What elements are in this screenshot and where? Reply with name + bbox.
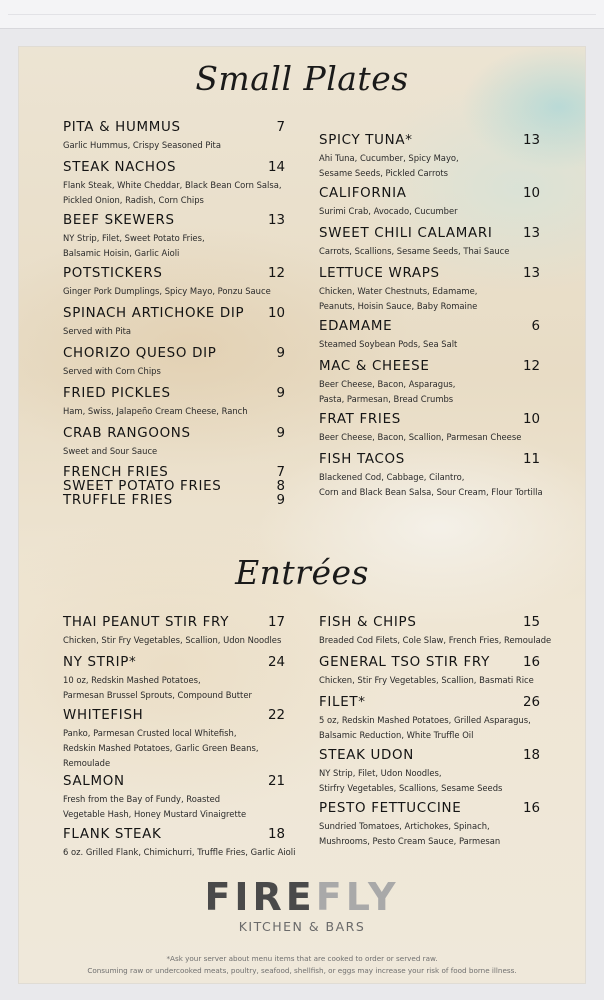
menu-item-description: Blackened Cod, Cabbage, Cilantro, bbox=[319, 472, 465, 482]
menu-item-name: CALIFORNIA bbox=[319, 186, 407, 201]
menu-item-price: 12 bbox=[267, 266, 285, 281]
menu-item-name: CHORIZO QUESO DIP bbox=[63, 346, 217, 361]
menu-item-description: Balsamic Reduction, White Truffle Oil bbox=[319, 730, 474, 740]
menu-item-description: Carrots, Scallions, Sesame Seeds, Thai Sauce bbox=[319, 246, 510, 256]
menu-item-price: 11 bbox=[522, 452, 540, 467]
menu-item-price: 10 bbox=[522, 186, 540, 201]
menu-item-name: FISH TACOS bbox=[319, 452, 405, 467]
menu-item-name: SPINACH ARTICHOKE DIP bbox=[63, 306, 245, 321]
menu-item-description: Sweet and Sour Sauce bbox=[63, 446, 158, 456]
menu-item-price: 15 bbox=[522, 615, 540, 630]
menu-item-price: 10 bbox=[522, 412, 540, 427]
logo-tagline: KITCHEN & BARS bbox=[238, 919, 366, 934]
menu-item-name: NY STRIP* bbox=[63, 655, 137, 670]
menu-item-price: 7 bbox=[276, 120, 285, 135]
menu-item-name: SPICY TUNA* bbox=[319, 133, 413, 148]
menu-item-name: CRAB RANGOONS bbox=[63, 426, 191, 441]
menu-item-description: Ham, Swiss, Jalapeño Cream Cheese, Ranch bbox=[63, 406, 248, 416]
menu-item-description: Pickled Onion, Radish, Corn Chips bbox=[63, 195, 204, 205]
menu-item-name: FILET* bbox=[319, 695, 366, 710]
menu-item-name: FRIED PICKLES bbox=[63, 386, 171, 401]
menu-item-price: 24 bbox=[267, 655, 285, 670]
menu-item-description: Peanuts, Hoisin Sauce, Baby Romaine bbox=[319, 301, 478, 311]
menu-item-description: Sesame Seeds, Pickled Carrots bbox=[319, 168, 448, 178]
menu-item-price: 18 bbox=[267, 827, 285, 842]
menu-item-description: Breaded Cod Filets, Cole Slaw, French Fries, Remoulade bbox=[319, 635, 552, 645]
menu-item-name: MAC & CHEESE bbox=[319, 359, 430, 374]
menu-item-name: FRENCH FRIES bbox=[63, 465, 169, 480]
menu-item-description: Flank Steak, White Cheddar, Black Bean Corn Salsa, bbox=[63, 180, 282, 190]
menu-item-description: Corn and Black Bean Salsa, Sour Cream, Flour Tortilla bbox=[319, 487, 543, 497]
menu-item-price: 17 bbox=[267, 615, 285, 630]
menu-item-description: Beer Cheese, Bacon, Scallion, Parmesan Cheese bbox=[319, 432, 522, 442]
menu-item-name: TRUFFLE FRIES bbox=[63, 493, 173, 508]
menu-item-description: Steamed Soybean Pods, Sea Salt bbox=[319, 339, 458, 349]
menu-item-description: Redskin Mashed Potatoes, Garlic Green Beans, bbox=[63, 743, 259, 753]
menu-item-description: NY Strip, Filet, Udon Noodles, bbox=[319, 768, 442, 778]
menu-item-name: PESTO FETTUCCINE bbox=[319, 801, 462, 816]
menu-item-description: Panko, Parmesan Crusted local Whitefish, bbox=[63, 728, 237, 738]
entrees-title: Entrées bbox=[235, 553, 369, 592]
menu-item-description: Vegetable Hash, Honey Mustard Vinaigrette bbox=[63, 809, 247, 819]
menu-item-name: STEAK NACHOS bbox=[63, 160, 177, 175]
top-bar bbox=[0, 0, 604, 29]
footer-note-2: Consuming raw or undercooked meats, poultry, seafood, shellfish, or eggs may increase your risk of food borne illness. bbox=[87, 966, 517, 975]
menu-item-price: 22 bbox=[267, 708, 285, 723]
menu-item-price: 13 bbox=[522, 226, 540, 241]
logo-fly: FLY bbox=[315, 875, 400, 919]
menu-item-description: Sundried Tomatoes, Artichokes, Spinach, bbox=[319, 821, 490, 831]
menu-item-description: Stirfry Vegetables, Scallions, Sesame Seeds bbox=[319, 783, 503, 793]
menu-item-price: 14 bbox=[267, 160, 285, 175]
menu-item-name: PITA & HUMMUS bbox=[63, 120, 181, 135]
menu-item-name: FISH & CHIPS bbox=[319, 615, 417, 630]
menu-item-name: FLANK STEAK bbox=[63, 827, 162, 842]
menu-item-name: STEAK UDON bbox=[319, 748, 415, 763]
menu-item-description: Served with Corn Chips bbox=[63, 366, 161, 376]
menu-item-price: 7 bbox=[276, 465, 285, 480]
menu-item-price: 9 bbox=[276, 386, 285, 401]
menu-item-name: FRAT FRIES bbox=[319, 412, 401, 427]
logo-fire: FIRE bbox=[204, 875, 316, 919]
menu-item-price: 13 bbox=[267, 213, 285, 228]
small-plates-title: Small Plates bbox=[195, 59, 409, 98]
menu-item-description: Beer Cheese, Bacon, Asparagus, bbox=[319, 379, 456, 389]
menu-item-name: POTSTICKERS bbox=[63, 266, 163, 281]
menu-item-description: Pasta, Parmesan, Bread Crumbs bbox=[319, 394, 454, 404]
firefly-logo bbox=[19, 877, 585, 934]
menu-item-description: Mushrooms, Pesto Cream Sauce, Parmesan bbox=[319, 836, 501, 846]
menu-item-description: Ginger Pork Dumplings, Spicy Mayo, Ponzu Sauce bbox=[63, 286, 271, 296]
menu-item-name: BEEF SKEWERS bbox=[63, 213, 175, 228]
menu-item-price: 8 bbox=[276, 479, 285, 494]
logo-wordmark bbox=[19, 877, 585, 917]
menu-item-name: THAI PEANUT STIR FRY bbox=[63, 615, 230, 630]
menu-item-description: Ahi Tuna, Cucumber, Spicy Mayo, bbox=[319, 153, 459, 163]
menu-item-name: EDAMAME bbox=[319, 319, 393, 334]
menu-item-name: GENERAL TSO STIR FRY bbox=[319, 655, 490, 670]
menu-item-description: Chicken, Water Chestnuts, Edamame, bbox=[319, 286, 478, 296]
menu-item-price: 6 bbox=[531, 319, 540, 334]
menu-item-price: 21 bbox=[267, 774, 285, 789]
menu-item-price: 9 bbox=[276, 493, 285, 508]
menu-item-description: NY Strip, Filet, Sweet Potato Fries, bbox=[63, 233, 205, 243]
menu-item-name: SWEET POTATO FRIES bbox=[63, 479, 222, 494]
menu-item-name: WHITEFISH bbox=[63, 708, 144, 723]
menu-item-description: Garlic Hummus, Crispy Seasoned Pita bbox=[63, 140, 221, 150]
menu-item-description: 5 oz, Redskin Mashed Potatoes, Grilled Asparagus, bbox=[319, 715, 531, 725]
menu-page bbox=[19, 47, 585, 983]
menu-item-price: 13 bbox=[522, 266, 540, 281]
menu-item-price: 10 bbox=[267, 306, 285, 321]
menu-item-description: Chicken, Stir Fry Vegetables, Scallion, Udon Noodles bbox=[63, 635, 282, 645]
menu-item-price: 12 bbox=[522, 359, 540, 374]
menu-item-description: 10 oz, Redskin Mashed Potatoes, bbox=[63, 675, 201, 685]
top-divider bbox=[8, 14, 596, 15]
menu-item-price: 13 bbox=[522, 133, 540, 148]
menu-item-description: Surimi Crab, Avocado, Cucumber bbox=[319, 206, 458, 216]
menu-item-description: Remoulade bbox=[63, 758, 111, 768]
menu-item-description: Fresh from the Bay of Fundy, Roasted bbox=[63, 794, 221, 804]
menu-item-name: SWEET CHILI CALAMARI bbox=[319, 226, 493, 241]
menu-item-description: 6 oz. Grilled Flank, Chimichurri, Truffle Fries, Garlic Aioli bbox=[63, 847, 296, 857]
menu-item-description: Chicken, Stir Fry Vegetables, Scallion, Basmati Rice bbox=[319, 675, 534, 685]
menu-item-description: Served with Pita bbox=[63, 326, 132, 336]
menu-item-price: 16 bbox=[522, 801, 540, 816]
footer-note-1: *Ask your server about menu items that are cooked to order or served raw. bbox=[166, 954, 438, 963]
menu-item-name: SALMON bbox=[63, 774, 125, 789]
menu-item-price: 16 bbox=[522, 655, 540, 670]
menu-item-price: 26 bbox=[522, 695, 540, 710]
menu-item-price: 9 bbox=[276, 346, 285, 361]
menu-item-price: 9 bbox=[276, 426, 285, 441]
menu-item-description: Balsamic Hoisin, Garlic Aioli bbox=[63, 248, 180, 258]
menu-item-description: Parmesan Brussel Sprouts, Compound Butter bbox=[63, 690, 252, 700]
menu-item-name: LETTUCE WRAPS bbox=[319, 266, 440, 281]
menu-item-price: 18 bbox=[522, 748, 540, 763]
